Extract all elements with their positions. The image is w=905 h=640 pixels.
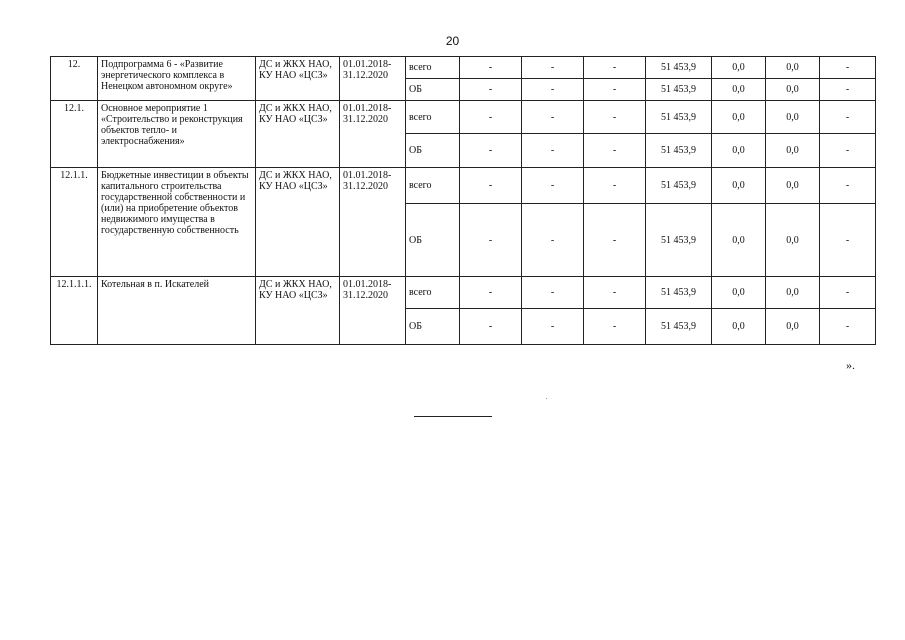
row-period: 01.01.2018-31.12.2020 <box>340 168 406 277</box>
value-cell: - <box>460 309 522 345</box>
funding-source: всего <box>406 101 460 134</box>
value-cell: - <box>584 168 646 204</box>
value-cell: 0,0 <box>766 79 820 101</box>
row-executor: ДС и ЖКХ НАО, КУ НАО «ЦСЗ» <box>256 101 340 168</box>
value-cell: - <box>460 57 522 79</box>
value-cell: 51 453,9 <box>646 101 712 134</box>
value-cell: - <box>460 101 522 134</box>
value-cell: - <box>820 79 876 101</box>
row-period: 01.01.2018-31.12.2020 <box>340 57 406 101</box>
value-cell: 0,0 <box>766 309 820 345</box>
funding-source: всего <box>406 168 460 204</box>
value-cell: - <box>820 277 876 309</box>
page-number: 20 <box>445 34 460 48</box>
value-cell: - <box>460 79 522 101</box>
value-cell: 0,0 <box>766 277 820 309</box>
value-cell: 0,0 <box>712 57 766 79</box>
value-cell: - <box>522 204 584 277</box>
table-row <box>51 57 876 79</box>
row-executor: ДС и ЖКХ НАО, КУ НАО «ЦСЗ» <box>256 57 340 101</box>
value-cell: 51 453,9 <box>646 79 712 101</box>
row-code: 12. <box>51 57 98 101</box>
value-cell: - <box>584 277 646 309</box>
value-cell: - <box>584 57 646 79</box>
value-cell: - <box>820 101 876 134</box>
value-cell: 51 453,9 <box>646 168 712 204</box>
separator-line <box>414 416 492 417</box>
table-row <box>51 168 876 204</box>
value-cell: - <box>522 101 584 134</box>
value-cell: - <box>522 57 584 79</box>
value-cell: - <box>820 134 876 168</box>
value-cell: 0,0 <box>712 168 766 204</box>
value-cell: 0,0 <box>766 168 820 204</box>
value-cell: 51 453,9 <box>646 309 712 345</box>
scan-speck <box>546 398 547 399</box>
value-cell: 0,0 <box>712 309 766 345</box>
value-cell: 51 453,9 <box>646 204 712 277</box>
table-row <box>51 101 876 134</box>
value-cell: - <box>522 79 584 101</box>
row-name: Основное мероприятие 1 «Строительство и реконструкция объектов тепло- и электроснабжения» <box>98 101 256 168</box>
row-executor: ДС и ЖКХ НАО, КУ НАО «ЦСЗ» <box>256 168 340 277</box>
value-cell: 0,0 <box>712 101 766 134</box>
value-cell: - <box>584 309 646 345</box>
value-cell: 0,0 <box>766 134 820 168</box>
funding-source: ОБ <box>406 79 460 101</box>
value-cell: 0,0 <box>712 204 766 277</box>
value-cell: - <box>820 168 876 204</box>
value-cell: - <box>584 204 646 277</box>
row-period: 01.01.2018-31.12.2020 <box>340 101 406 168</box>
value-cell: - <box>522 309 584 345</box>
closing-quote: ». <box>846 358 855 372</box>
row-code: 12.1.1. <box>51 168 98 277</box>
value-cell: - <box>584 134 646 168</box>
funding-source: ОБ <box>406 309 460 345</box>
table-row <box>51 277 876 309</box>
row-name: Подпрограмма 6 - «Развитие энергетического комплекса в Ненецком автономном округе» <box>98 57 256 101</box>
funding-source: всего <box>406 277 460 309</box>
row-name: Котельная в п. Искателей <box>98 277 256 345</box>
row-name: Бюджетные инвестиции в объекты капитального строительства государственной собственности и (или) на приобретение объектов недвижимого имущества в государственную собственность <box>98 168 256 277</box>
value-cell: 0,0 <box>712 134 766 168</box>
value-cell: - <box>584 101 646 134</box>
value-cell: 0,0 <box>712 277 766 309</box>
value-cell: - <box>460 168 522 204</box>
funding-source: ОБ <box>406 204 460 277</box>
value-cell: - <box>820 204 876 277</box>
budget-table <box>50 56 876 345</box>
value-cell: 51 453,9 <box>646 277 712 309</box>
value-cell: 0,0 <box>712 79 766 101</box>
value-cell: - <box>522 277 584 309</box>
row-executor: ДС и ЖКХ НАО, КУ НАО «ЦСЗ» <box>256 277 340 345</box>
value-cell: 0,0 <box>766 57 820 79</box>
value-cell: 0,0 <box>766 101 820 134</box>
value-cell: - <box>460 134 522 168</box>
value-cell: - <box>522 134 584 168</box>
value-cell: 51 453,9 <box>646 57 712 79</box>
value-cell: - <box>820 57 876 79</box>
funding-source: всего <box>406 57 460 79</box>
value-cell: 51 453,9 <box>646 134 712 168</box>
table-body <box>51 57 876 345</box>
row-period: 01.01.2018-31.12.2020 <box>340 277 406 345</box>
value-cell: - <box>460 277 522 309</box>
value-cell: 0,0 <box>766 204 820 277</box>
row-code: 12.1. <box>51 101 98 168</box>
funding-source: ОБ <box>406 134 460 168</box>
value-cell: - <box>584 79 646 101</box>
value-cell: - <box>820 309 876 345</box>
value-cell: - <box>460 204 522 277</box>
row-code: 12.1.1.1. <box>51 277 98 345</box>
value-cell: - <box>522 168 584 204</box>
